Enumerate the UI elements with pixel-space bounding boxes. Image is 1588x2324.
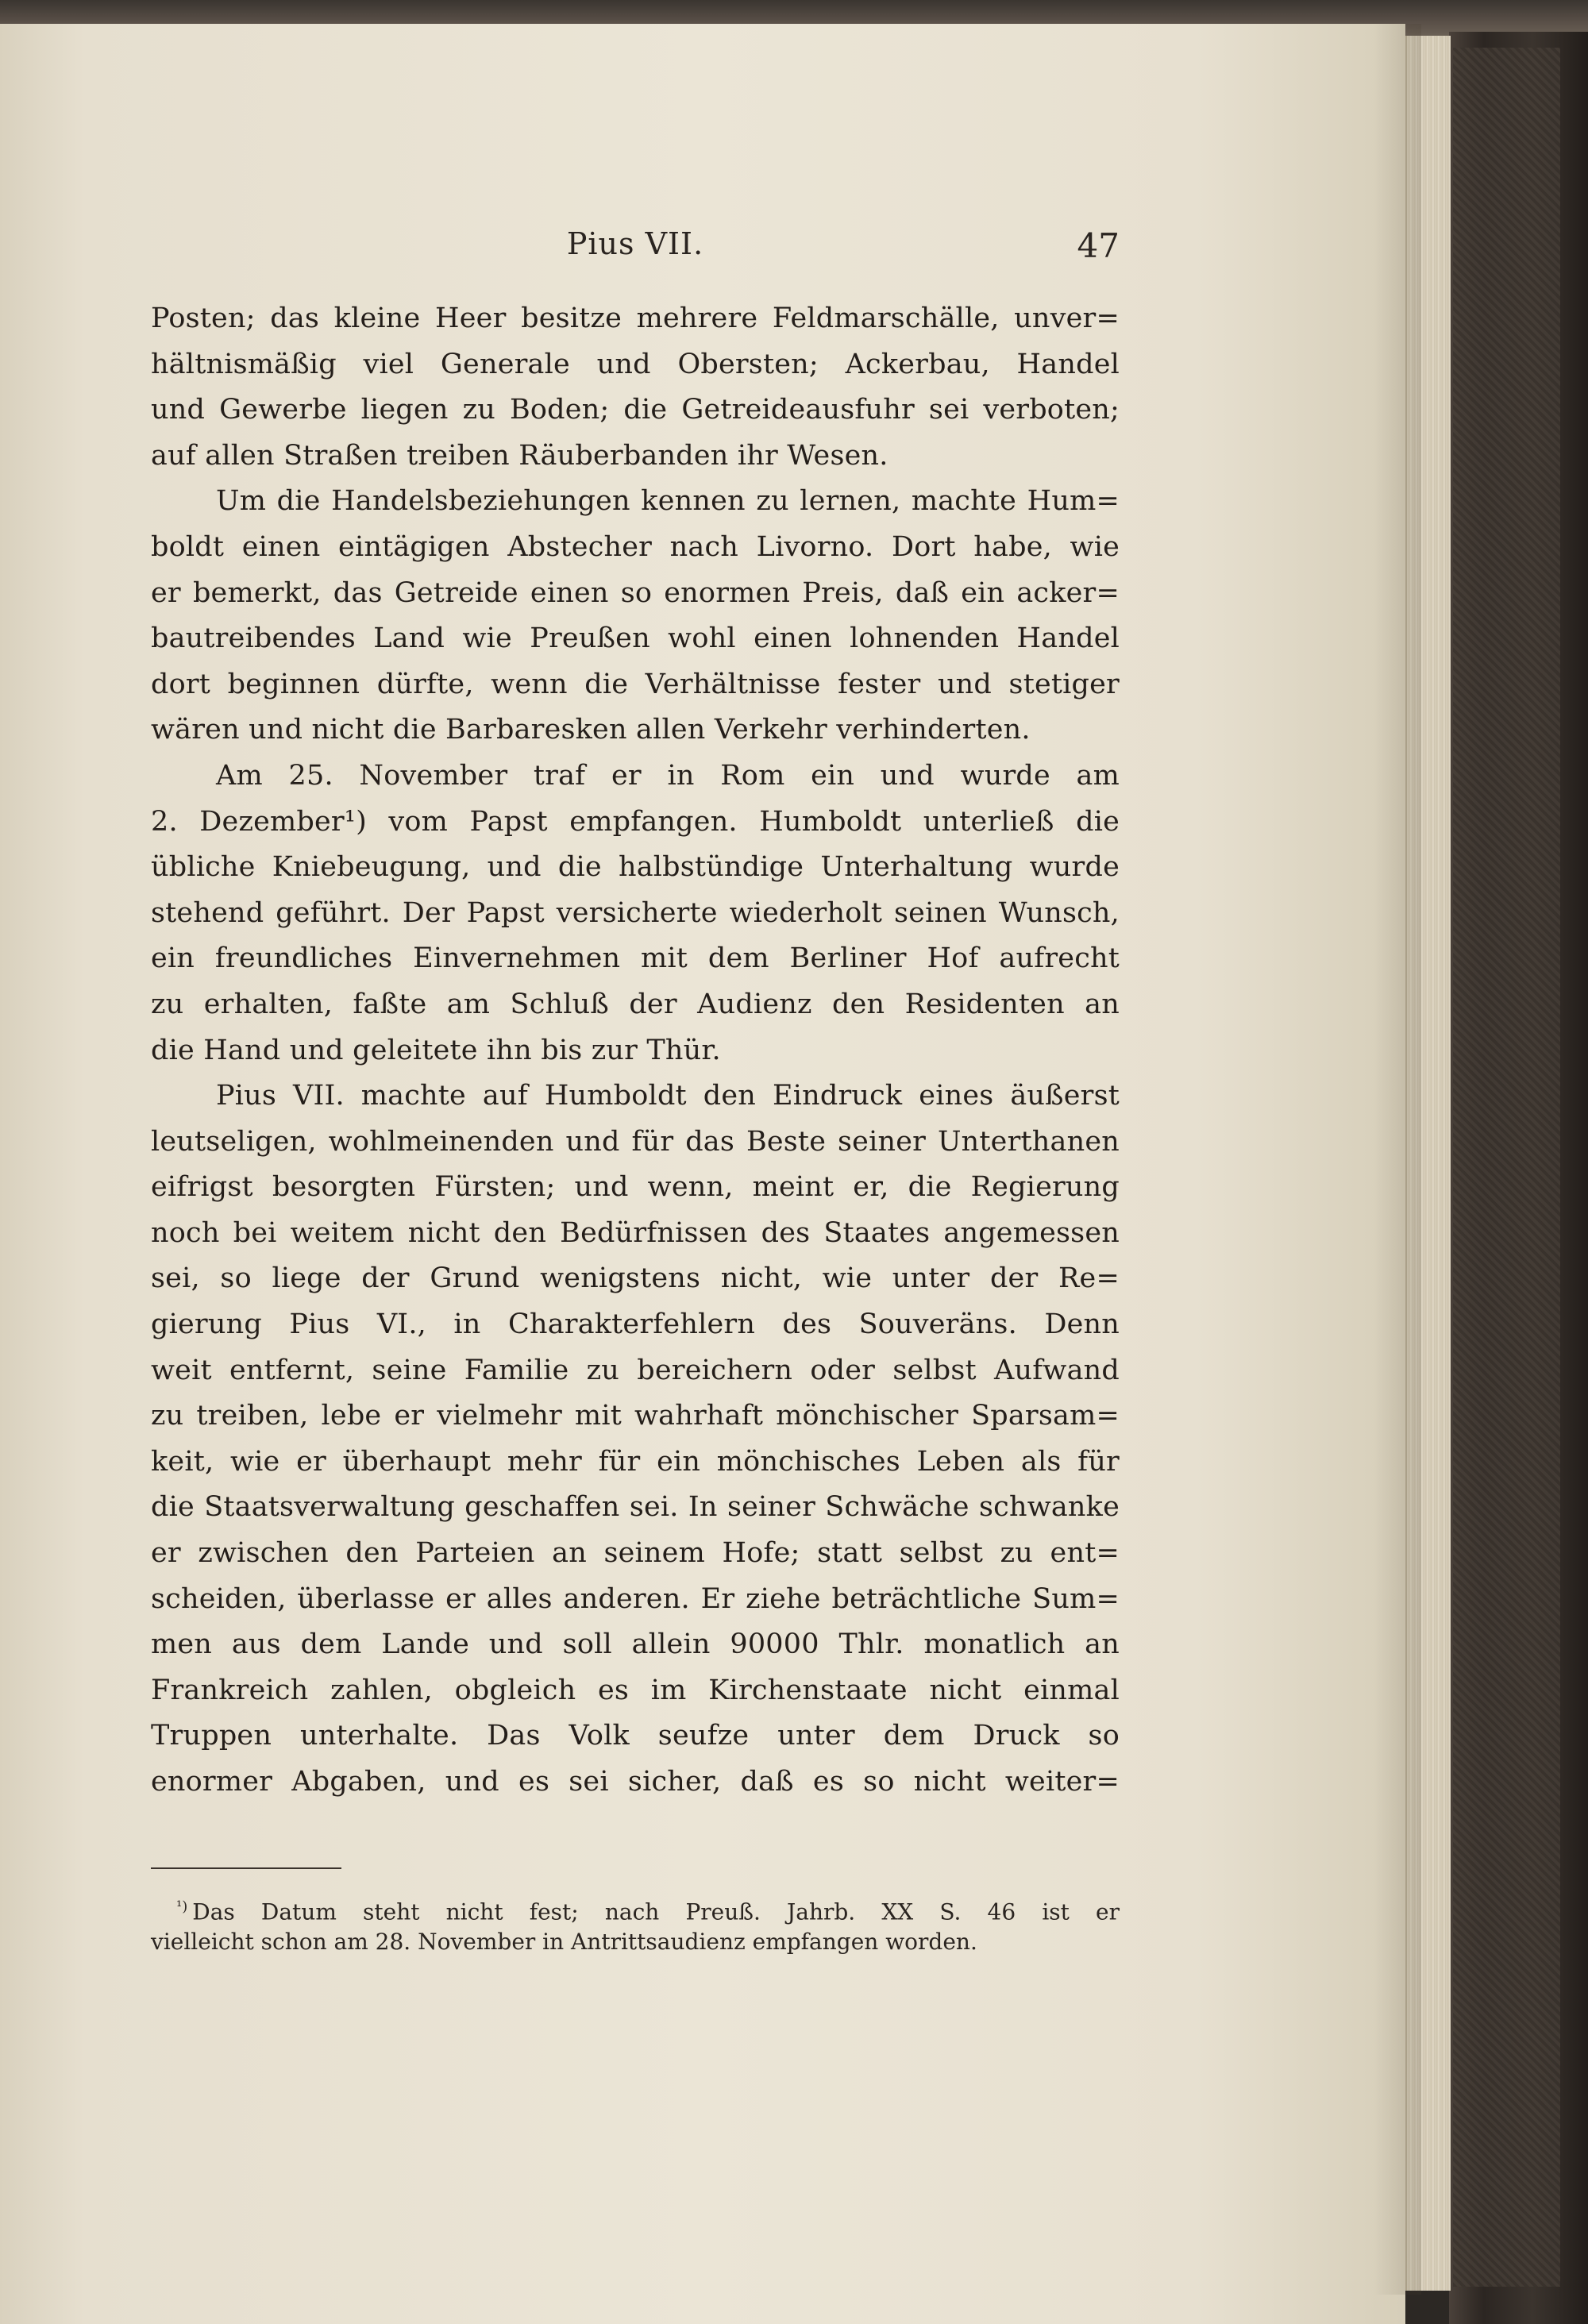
footnote-line: vielleicht schon am 28. November in Antrittsaudienz empfangen worden. bbox=[151, 1929, 977, 1955]
text-line: enormer Abgaben, und es sei sicher, daß es so nicht weiter= bbox=[151, 1766, 1120, 1798]
binding-texture bbox=[1453, 48, 1560, 2287]
text-line: men aus dem Lande und soll allein 90000 Thlr. monatlich an bbox=[151, 1628, 1120, 1661]
text-line: scheiden, überlasse er alles anderen. Er ziehe beträchtliche Sum= bbox=[151, 1582, 1120, 1615]
text-line: boldt einen eintägigen Abstecher nach Livorno. Dort habe, wie bbox=[151, 530, 1120, 563]
text-line: 2. Dezember¹) vom Papst empfangen. Humboldt unterließ die bbox=[151, 805, 1120, 838]
text-line: übliche Kniebeugung, und die halbstündige Unterhaltung wurde bbox=[151, 851, 1120, 884]
text-line: eifrigst besorgten Fürsten; und wenn, meint er, die Regierung bbox=[151, 1171, 1120, 1204]
text-line: er zwischen den Parteien an seinem Hofe; statt selbst zu ent= bbox=[151, 1537, 1120, 1570]
text-line: zu treiben, lebe er vielmehr mit wahrhaft mönchischer Sparsam= bbox=[151, 1400, 1120, 1432]
text-line: keit, wie er überhaupt mehr für ein mönchisches Leben als für bbox=[151, 1445, 1120, 1478]
text-line: leutseligen, wohlmeinenden und für das Beste seiner Unterthanen bbox=[151, 1125, 1120, 1158]
text-line: Frankreich zahlen, obgleich es im Kirchenstaate nicht einmal bbox=[151, 1674, 1120, 1706]
text-line: auf allen Straßen treiben Räuberbanden ihr Wesen. bbox=[151, 439, 888, 472]
text-line: Posten; das kleine Heer besitze mehrere Feldmarschälle, unver= bbox=[151, 303, 1120, 334]
footnote-divider bbox=[151, 1867, 341, 1869]
text-line: stehend geführt. Der Papst versicherte wiederholt seinen Wunsch, bbox=[151, 896, 1120, 929]
text-line: weit entfernt, seine Familie zu bereichern oder selbst Aufwand bbox=[151, 1354, 1120, 1386]
text-line: bautreibendes Land wie Preußen wohl einen lohnenden Handel bbox=[151, 622, 1120, 655]
page-gutter-shadow bbox=[1374, 24, 1421, 2295]
page-header bbox=[151, 226, 1120, 274]
text-line: die Hand und geleitete ihn bis zur Thür. bbox=[151, 1034, 721, 1066]
footnote-marker: ¹) bbox=[176, 1898, 188, 1915]
text-line: wären und nicht die Barbaresken allen Verkehr verhinderten. bbox=[151, 714, 1031, 746]
text-line: gierung Pius VI., in Charakterfehlern des Souveräns. Denn bbox=[151, 1308, 1120, 1341]
page-number: 47 bbox=[1077, 226, 1120, 265]
text-line: die Staatsverwaltung geschaffen sei. In seiner Schwäche schwanke bbox=[151, 1491, 1120, 1524]
text-line: Um die Handelsbeziehungen kennen zu lernen, machte Hum= bbox=[216, 485, 1120, 518]
text-line: ein freundliches Einvernehmen mit dem Berliner Hof aufrecht bbox=[151, 942, 1120, 975]
text-line: Truppen unterhalte. Das Volk seufze unter dem Druck so bbox=[151, 1720, 1120, 1752]
text-line: und Gewerbe liegen zu Boden; die Getreideausfuhr sei verboten; bbox=[151, 394, 1120, 426]
text-line: noch bei weitem nicht den Bedürfnissen des Staates angemessen bbox=[151, 1216, 1120, 1249]
text-line: er bemerkt, das Getreide einen so enormen Preis, daß ein acker= bbox=[151, 576, 1120, 609]
footnote-line bbox=[151, 1890, 1120, 1925]
running-title: Pius VII. bbox=[566, 226, 704, 261]
footnote bbox=[151, 1890, 1120, 1960]
text-line: sei, so liege der Grund wenigstens nicht, wie unter der Re= bbox=[151, 1262, 1120, 1295]
body-text bbox=[151, 296, 1120, 1806]
text-line: Am 25. November traf er in Rom ein und wurde am bbox=[216, 759, 1120, 792]
footnote-text: Das Datum steht nicht fest; nach Preuß. Jahrb. XX S. 46 ist er bbox=[192, 1898, 1120, 1925]
text-line: dort beginnen dürfte, wenn die Verhältnisse fester und stetiger bbox=[151, 668, 1120, 700]
text-line: Pius VII. machte auf Humboldt den Eindruck eines äußerst bbox=[216, 1080, 1120, 1112]
text-line: zu erhalten, faßte am Schluß der Audienz den Residenten an bbox=[151, 988, 1120, 1020]
text-line: hältnismäßig viel Generale und Obersten; Ackerbau, Handel bbox=[151, 348, 1120, 380]
